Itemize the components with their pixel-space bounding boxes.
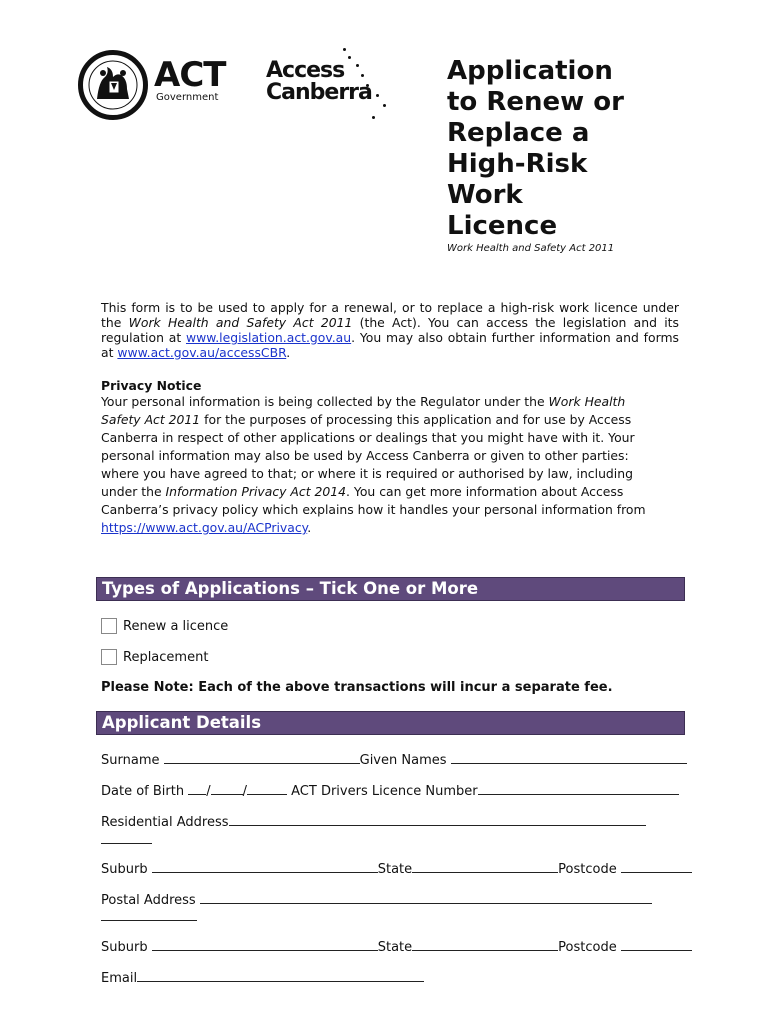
privacy-text: for the purposes of processing this application and for use by Access Canberra in respect of other applications or dealings that you might have with it. Your personal information may also be used by Access Canberra or given to other parties: where you have agreed to that; or where it is required or authorised by law, including under the <box>101 412 635 499</box>
postal-address-field-line2[interactable] <box>101 909 197 921</box>
postal-suburb-field[interactable] <box>152 939 378 951</box>
act-government-label: Government <box>156 92 219 103</box>
residential-address-field-line2[interactable] <box>101 832 152 844</box>
act-subtitle: Work Health and Safety Act 2011 <box>447 243 615 254</box>
section-heading-application-types: Types of Applications – Tick One or More <box>96 577 685 601</box>
privacy-text: . You can get more information about Access Canberra’s privacy policy which explains how it handles your personal information from <box>101 484 646 517</box>
access-wordmark: Access <box>266 58 345 83</box>
act-government-logo <box>78 50 226 120</box>
canberra-wordmark: Canberra <box>266 80 372 105</box>
postcode-label: Postcode <box>558 940 617 955</box>
postal-address-continuation <box>101 909 197 925</box>
intro-text: . <box>286 345 291 360</box>
surname-label: Surname <box>101 753 160 768</box>
dob-separator: / <box>206 784 211 799</box>
residential-postcode-field[interactable] <box>621 861 692 873</box>
intro-text: This form is to be used to apply for a renewal, or to replace a high-risk work licence under the <box>101 300 679 330</box>
surname-row <box>101 752 687 768</box>
privacy-text: Your personal information is being collected by the Regulator under the <box>101 394 549 409</box>
email-row <box>101 970 424 986</box>
logo-dot <box>361 74 364 77</box>
postal-suburb-row <box>101 939 692 955</box>
postcode-label: Postcode <box>558 862 617 877</box>
option-renew[interactable] <box>101 618 228 634</box>
residential-state-field[interactable] <box>412 861 558 873</box>
header <box>0 0 770 280</box>
logo-dot <box>356 64 359 67</box>
dob-day-field[interactable] <box>188 783 206 795</box>
intro-text: . You may also obtain further information and forms at <box>101 330 679 360</box>
state-label: State <box>377 940 413 955</box>
title-line: High-Risk <box>447 149 588 179</box>
residential-address-field[interactable] <box>229 814 646 826</box>
privacy-policy-link[interactable]: https://www.act.gov.au/ACPrivacy <box>101 520 308 535</box>
residential-address-label: Residential Address <box>101 815 229 830</box>
email-field[interactable] <box>137 970 424 982</box>
replacement-checkbox[interactable] <box>101 649 117 665</box>
fee-note: Please Note: Each of the above transactions will incur a separate fee. <box>101 680 613 695</box>
privacy-act-name: Work Health Safety Act 2011 <box>101 394 626 427</box>
postal-address-label: Postal Address <box>101 893 196 908</box>
access-canberra-logo <box>266 46 406 122</box>
intro-text: (the Act). You can access the legislation and its regulation at <box>101 315 679 345</box>
given-names-label: Given Names <box>359 753 447 768</box>
act-wordmark: ACT <box>154 55 226 95</box>
licence-number-field[interactable] <box>478 783 679 795</box>
logo-dot <box>343 48 346 51</box>
residential-address-row <box>101 814 646 830</box>
title-line: to Renew or <box>447 87 624 117</box>
dob-month-field[interactable] <box>211 783 243 795</box>
dob-year-field[interactable] <box>247 783 287 795</box>
postal-address-field[interactable] <box>200 892 652 904</box>
residential-suburb-row <box>101 861 692 877</box>
logo-dot <box>383 104 386 107</box>
suburb-label: Suburb <box>101 940 148 955</box>
privacy-text: . <box>307 520 312 535</box>
page-title <box>447 56 747 242</box>
dob-separator: / <box>242 784 247 799</box>
option-replacement[interactable] <box>101 649 208 665</box>
act-coat-of-arms-icon <box>78 50 148 120</box>
renew-label: Renew a licence <box>123 618 229 634</box>
logo-dot <box>372 116 375 119</box>
title-line: Replace a <box>447 118 590 148</box>
title-line: Licence <box>447 211 558 241</box>
residential-address-continuation <box>101 832 152 848</box>
privacy-paragraph <box>101 393 661 537</box>
dob-label: Date of Birth <box>101 784 185 799</box>
intro-paragraph <box>101 300 679 360</box>
intro-act-name: Work Health and Safety Act 2011 <box>128 315 353 330</box>
postal-address-row <box>101 892 652 908</box>
replacement-label: Replacement <box>123 649 209 665</box>
dob-row <box>101 783 679 799</box>
surname-field[interactable] <box>164 752 360 764</box>
state-label: State <box>377 862 413 877</box>
residential-suburb-field[interactable] <box>152 861 378 873</box>
access-cbr-link[interactable]: www.act.gov.au/accessCBR <box>117 345 287 360</box>
postal-postcode-field[interactable] <box>621 939 692 951</box>
privacy-act-name: Information Privacy Act 2014 <box>165 484 347 499</box>
privacy-heading: Privacy Notice <box>101 378 202 393</box>
renew-checkbox[interactable] <box>101 618 117 634</box>
email-label: Email <box>101 971 138 986</box>
section-heading-applicant-details: Applicant Details <box>96 711 685 735</box>
given-names-field[interactable] <box>451 752 687 764</box>
licence-number-label: ACT Drivers Licence Number <box>291 784 478 799</box>
logo-dot <box>348 56 351 59</box>
logo-dot <box>376 94 379 97</box>
title-line: Application <box>447 56 613 86</box>
postal-state-field[interactable] <box>412 939 558 951</box>
suburb-label: Suburb <box>101 862 148 877</box>
legislation-link[interactable]: www.legislation.act.gov.au <box>185 330 352 345</box>
title-line: Work <box>447 180 523 210</box>
